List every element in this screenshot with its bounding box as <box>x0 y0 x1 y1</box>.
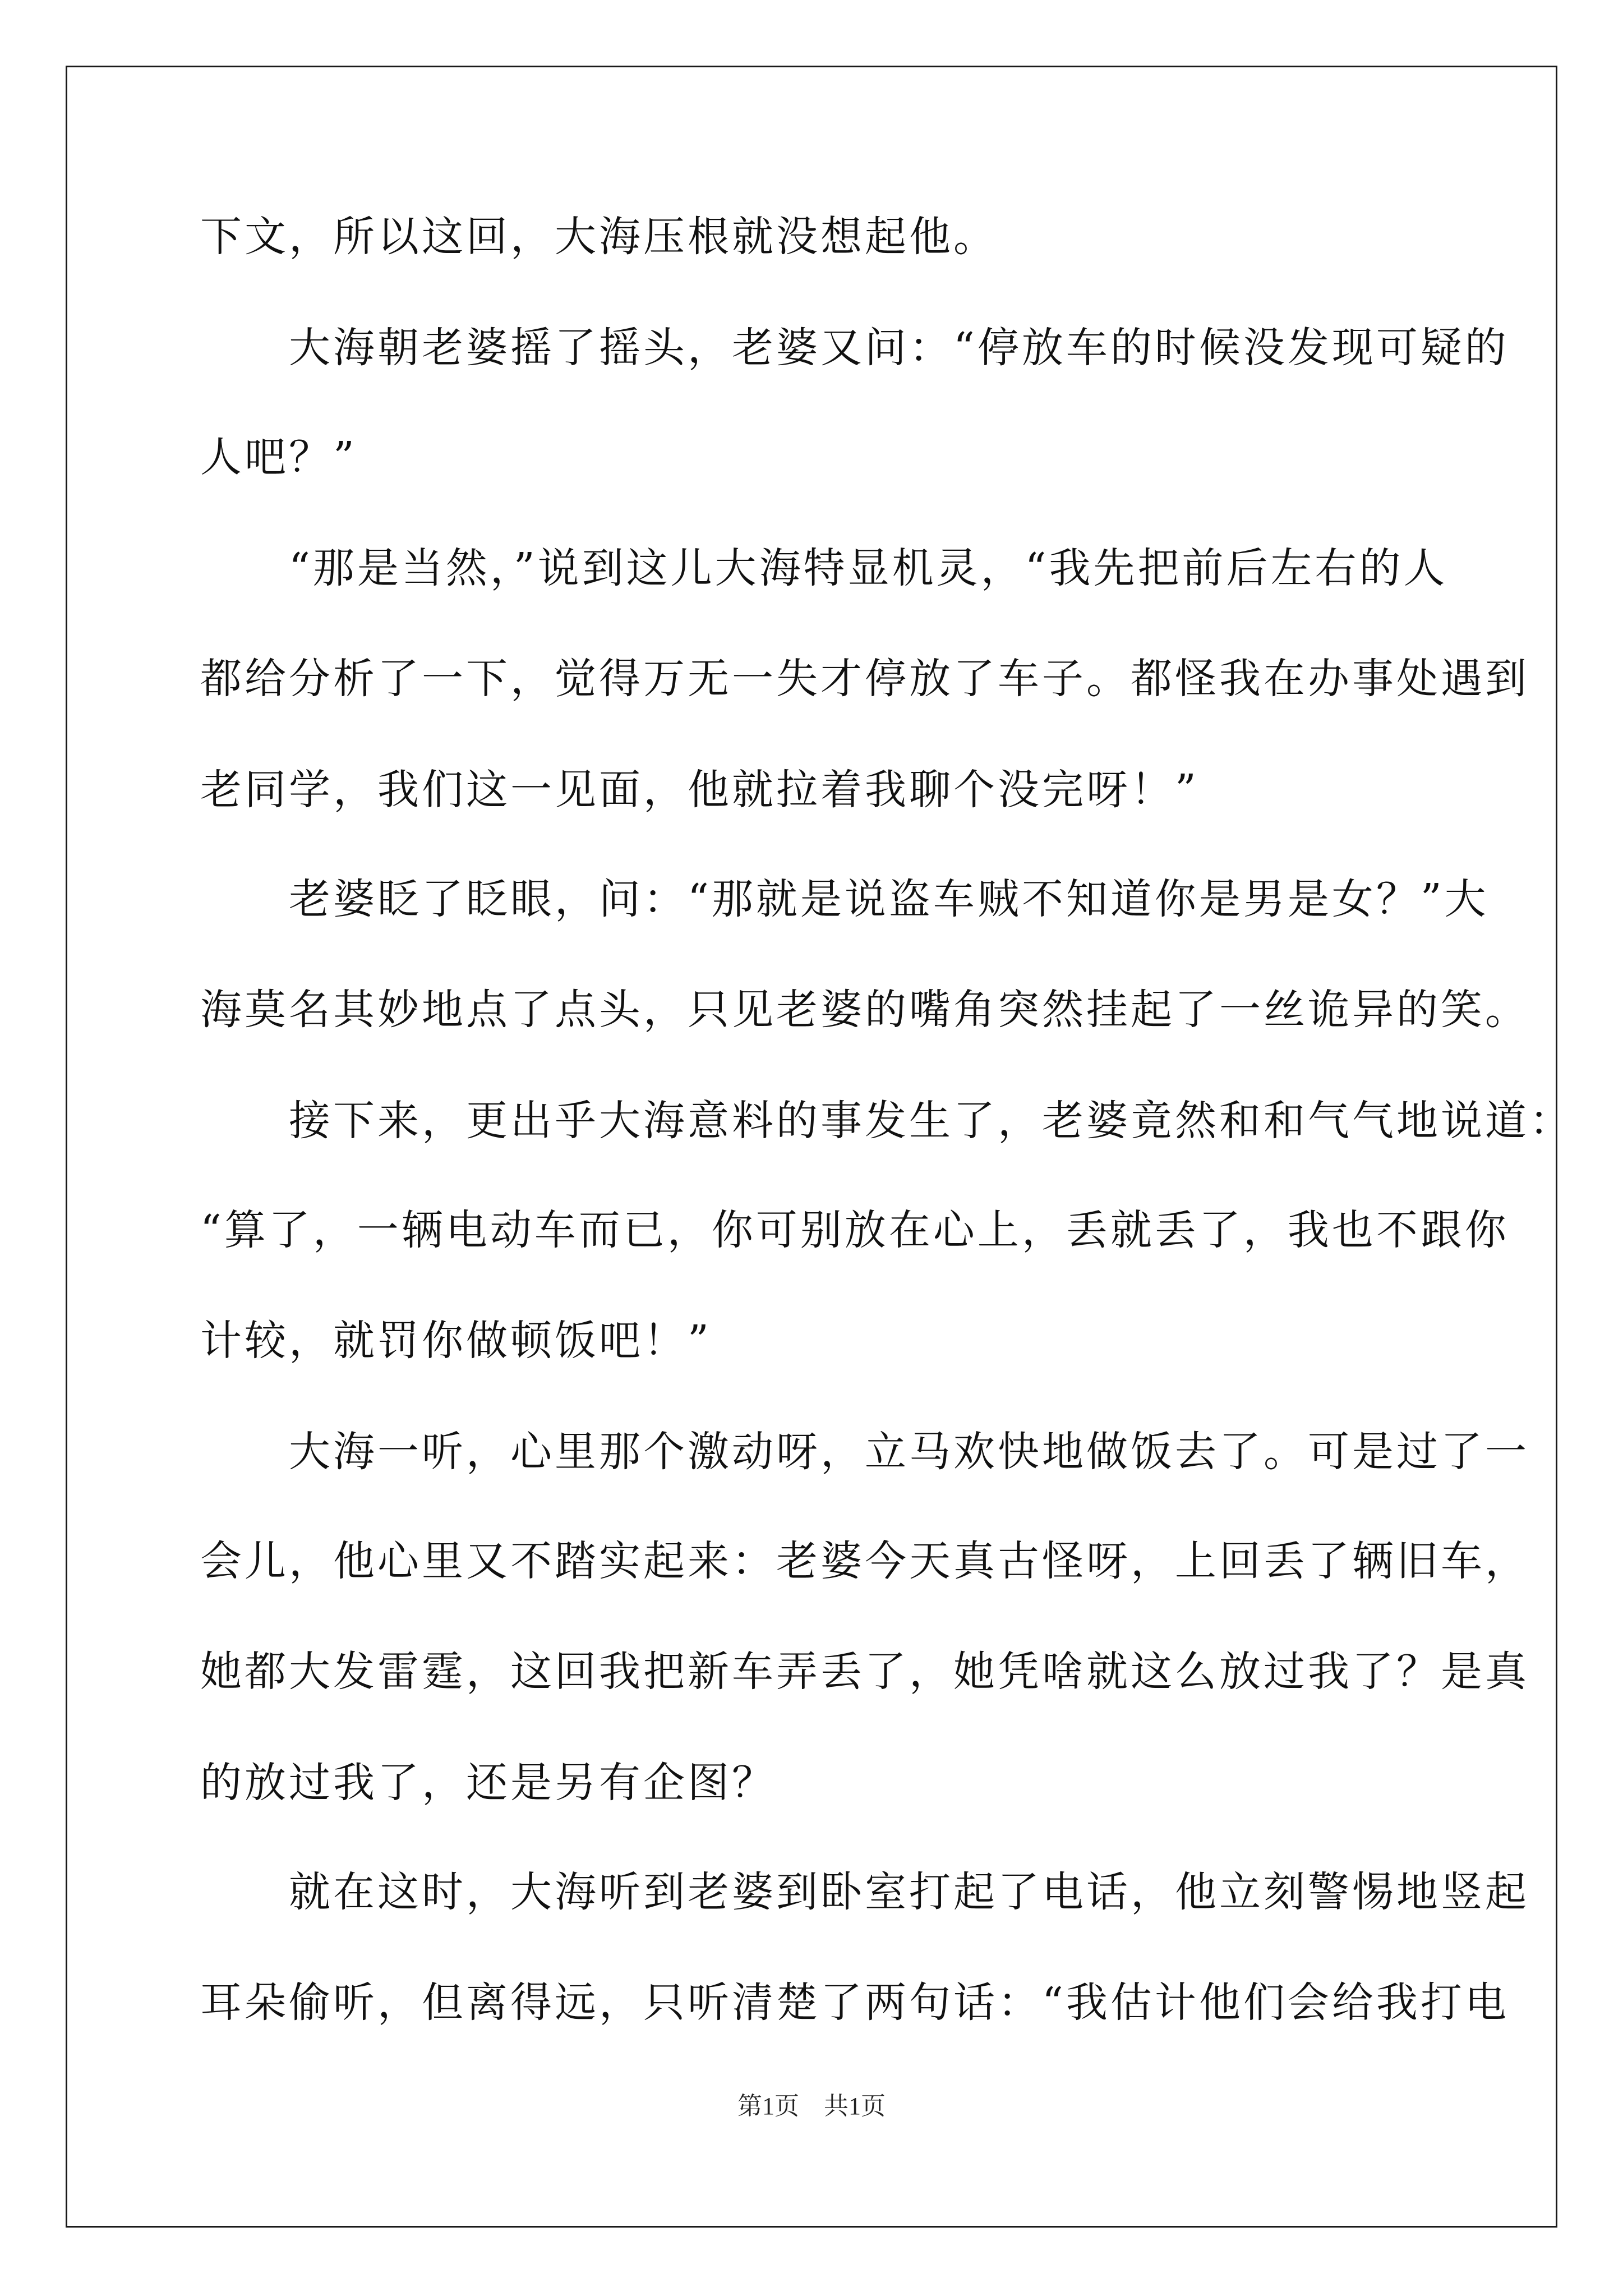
text-line: 都给分析了一下，觉得万无一失才停放了车子。都怪我在办事处遇到 <box>200 655 1529 703</box>
text-line: 的放过我了，还是另有企图？ <box>200 1759 776 1807</box>
text-line: 就在这时，大海听到老婆到卧室打起了电话，他立刻警惕地竖起 <box>200 1868 1529 1916</box>
text-line: 会儿，他心里又不踏实起来：老婆今天真古怪呀，上回丢了辆旧车， <box>200 1537 1529 1585</box>
text-line: 她都大发雷霆，这回我把新车弄丢了，她凭啥就这么放过我了？是真 <box>200 1648 1529 1696</box>
text-line: 大海一听，心里那个激动呀，立马欢快地做饭去了。可是过了一 <box>200 1428 1529 1476</box>
text-line: 接下来，更出乎大海意料的事发生了，老婆竟然和和气气地说道： <box>200 1097 1574 1145</box>
text-line: 计较，就罚你做顿饭吧！” <box>200 1317 712 1365</box>
text-line: 老同学，我们这一见面，他就拉着我聊个没完呀！” <box>200 766 1199 814</box>
text-line: “那是当然，”说到这儿大海特显机灵，“我先把前后左右的人 <box>200 544 1448 592</box>
text-line: 老婆眨了眨眼，问：“那就是说盗车贼不知道你是男是女？”大 <box>200 875 1489 923</box>
text-line: “算了，一辆电动车而已，你可别放在心上，丢就丢了，我也不跟你 <box>200 1206 1509 1254</box>
text-line: 耳朵偷听，但离得远，只听清楚了两句话：“我估计他们会给我打电 <box>200 1978 1509 2027</box>
text-line: 人吧？” <box>200 433 357 481</box>
text-line: 海莫名其妙地点了点头，只见老婆的嘴角突然挂起了一丝诡异的笑。 <box>200 986 1529 1034</box>
page-number: 第1页 共1页 <box>737 2092 886 2120</box>
text-line: 下文，所以这回，大海压根就没想起他。 <box>200 213 998 261</box>
text-line: 大海朝老婆摇了摇头，老婆又问：“停放车的时候没发现可疑的 <box>200 324 1509 372</box>
